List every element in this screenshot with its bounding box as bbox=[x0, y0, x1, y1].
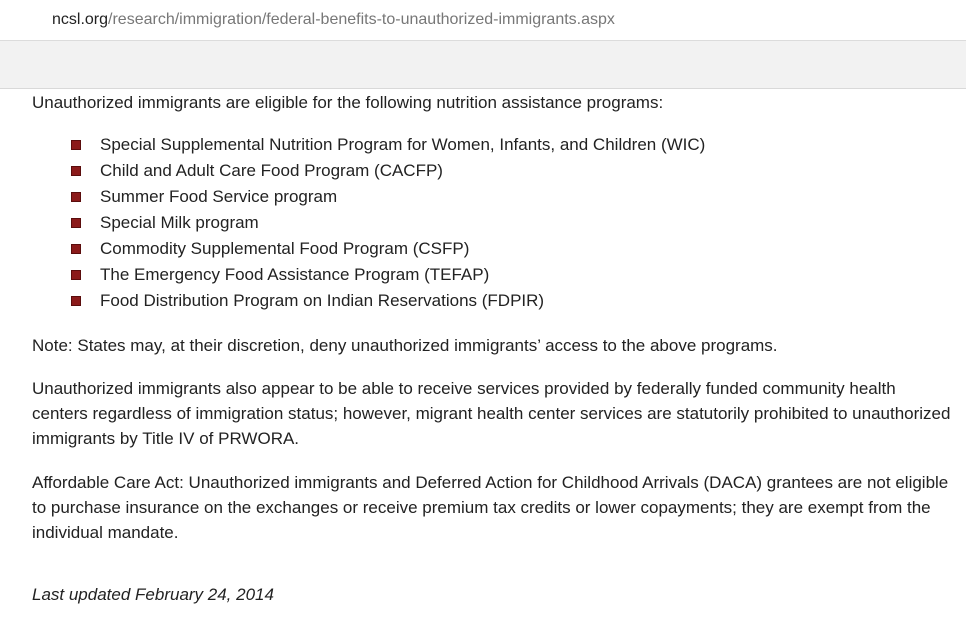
note-paragraph: Note: States may, at their discretion, deny unauthorized immigrants’ access to the above programs. bbox=[32, 336, 778, 355]
program-label: Special Milk program bbox=[100, 213, 259, 232]
list-item bbox=[32, 262, 952, 288]
program-label: Commodity Supplemental Food Program (CSFP) bbox=[100, 239, 470, 258]
square-bullet-icon bbox=[71, 192, 81, 202]
list-item bbox=[32, 210, 952, 236]
list-item bbox=[32, 288, 952, 314]
article-content bbox=[32, 90, 952, 607]
url-text[interactable] bbox=[52, 10, 615, 30]
page-header-band bbox=[0, 41, 966, 89]
program-label: Food Distribution Program on Indian Reservations (FDPIR) bbox=[100, 291, 545, 310]
program-label: Child and Adult Care Food Program (CACFP) bbox=[100, 161, 443, 180]
list-item bbox=[32, 158, 952, 184]
square-bullet-icon bbox=[71, 166, 81, 176]
program-label: The Emergency Food Assistance Program (TEFAP) bbox=[100, 265, 490, 284]
list-item bbox=[32, 184, 952, 210]
health-centers-paragraph: Unauthorized immigrants also appear to be able to receive services provided by federally funded community health centers regardless of immigration status; however, migrant health center services are statutorily prohibited to unauthorized immigrants by Title IV of PRWORA. bbox=[32, 379, 951, 448]
square-bullet-icon bbox=[71, 140, 81, 150]
square-bullet-icon bbox=[71, 244, 81, 254]
list-item bbox=[32, 132, 952, 158]
square-bullet-icon bbox=[71, 270, 81, 280]
address-bar[interactable] bbox=[0, 0, 966, 41]
nutrition-programs-list bbox=[32, 132, 952, 314]
square-bullet-icon bbox=[71, 218, 81, 228]
aca-paragraph: Affordable Care Act: Unauthorized immigrants and Deferred Action for Childhood Arrivals (DACA) grantees are not eligible to purchase insurance on the exchanges or receive premium tax credits or lower copayments; they are exempt from the individual mandate. bbox=[32, 473, 949, 542]
square-bullet-icon bbox=[71, 296, 81, 306]
url-host: ncsl.org bbox=[52, 11, 109, 28]
url-path: /research/immigration/federal-benefits-to-unauthorized-immigrants.aspx bbox=[108, 11, 615, 28]
program-label: Special Supplemental Nutrition Program for Women, Infants, and Children (WIC) bbox=[100, 135, 706, 154]
program-label: Summer Food Service program bbox=[100, 187, 338, 206]
last-updated: Last updated February 24, 2014 bbox=[32, 585, 274, 604]
intro-paragraph: Unauthorized immigrants are eligible for the following nutrition assistance programs: bbox=[32, 93, 664, 112]
list-item bbox=[32, 236, 952, 262]
